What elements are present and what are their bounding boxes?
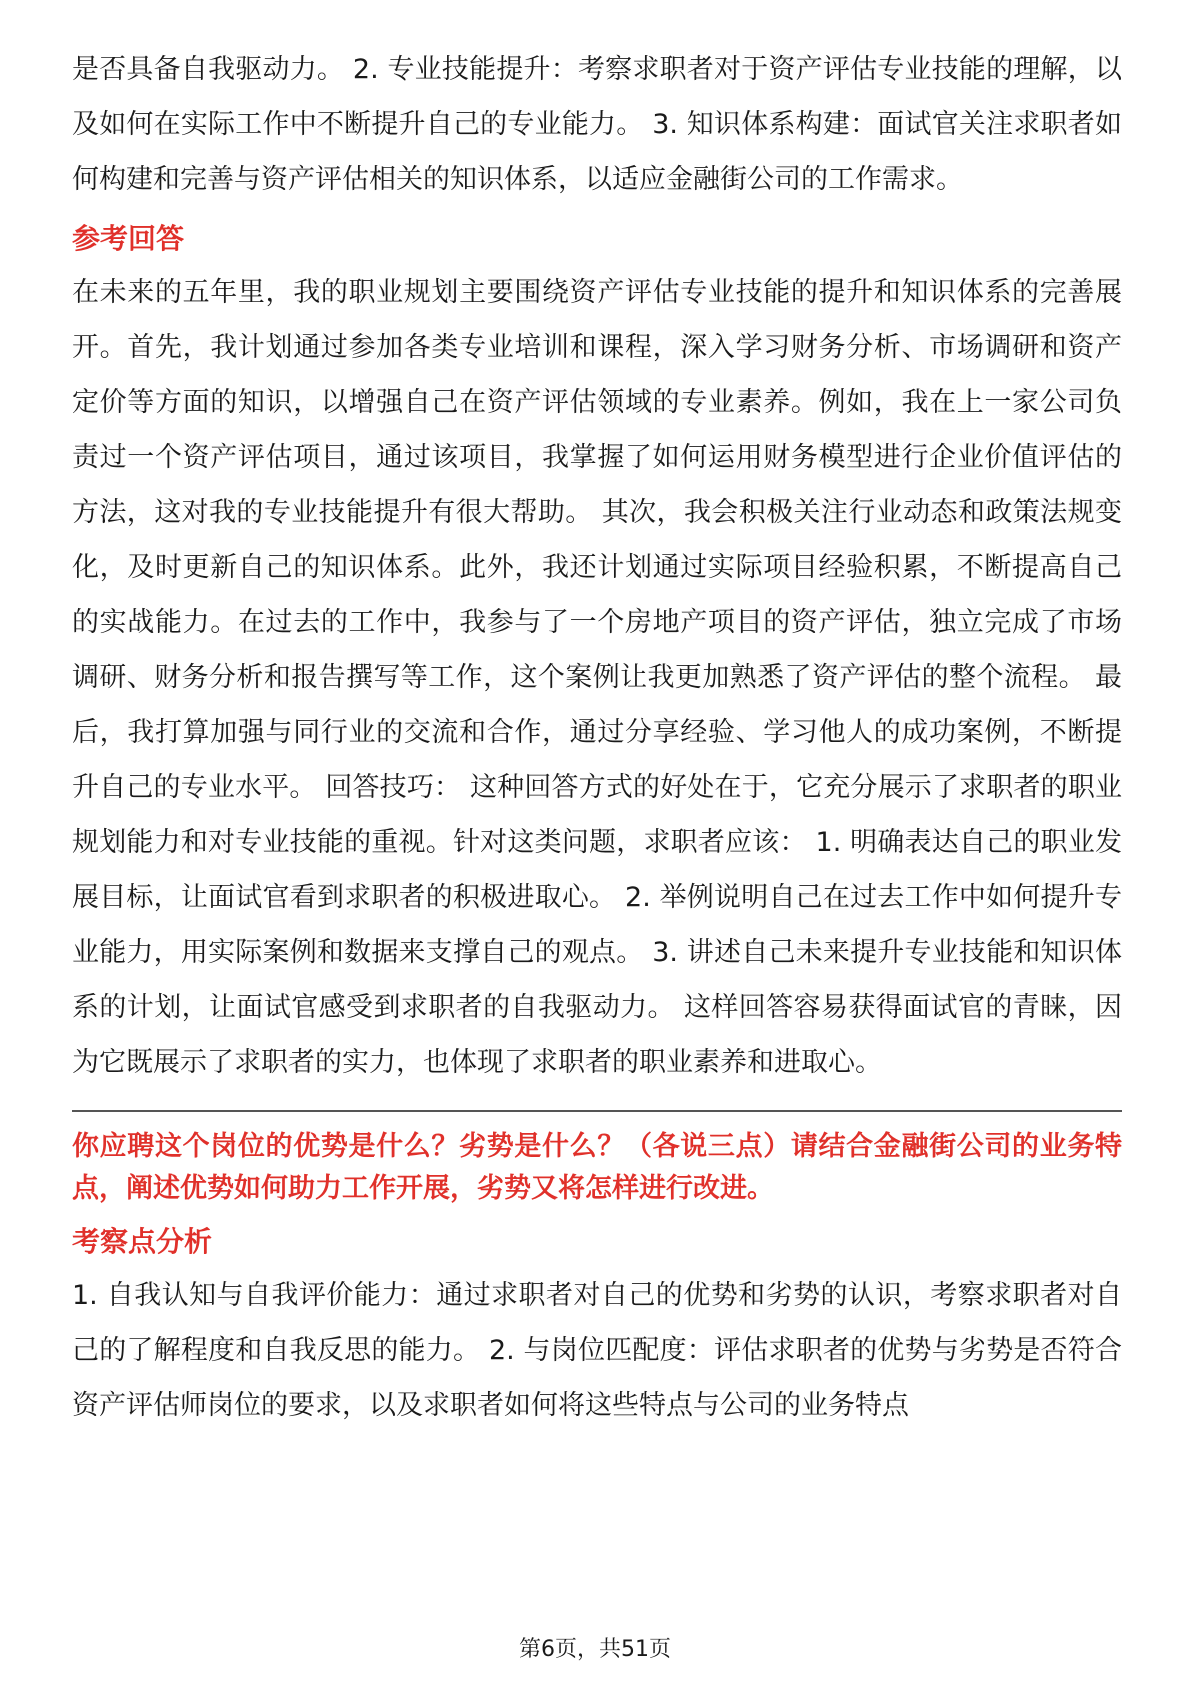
interview-question: 你应聘这个岗位的优势是什么？劣势是什么？（各说三点）请结合金融街公司的业务特点，阐述优势如何助力工作开展，劣势又将怎样进行改进。 [72, 1131, 1122, 1204]
section-divider [72, 1110, 1122, 1112]
analysis-heading: 考察点分析 [72, 1225, 213, 1258]
page-footer: 第6页，共51页 [519, 1637, 671, 1662]
intro-paragraph: 是否具备自我驱动力。 2. 专业技能提升：考察求职者对于资产评估专业技能的理解，以及如何在实际工作中不断提升自己的专业能力。 3. 知识体系构建：面试官关注求职者如何构建和完善与资产评估相关的知识体系，以适应金融街公司的工作需求。 [72, 54, 1122, 195]
reference-answer-heading: 参考回答 [72, 222, 185, 255]
reference-answer-paragraph: 在未来的五年里，我的职业规划主要围绕资产评估专业技能的提升和知识体系的完善展开。首先，我计划通过参加各类专业培训和课程，深入学习财务分析、市场调研和资产定价等方面的知识，以增强自己在资产评估领域的专业素养。例如，我在上一家公司负责过一个资产评估项目，通过该项目，我掌握了如何运用财务模型进行企业价值评估的方法，这对我的专业技能提升有很大帮助。 其次，我会积极关注行业动态和政策法规变化，及时更新自己的知识体系。此外，我还计划通过实际项目经验积累，不断提高自己的实战能力。在过去的工作中，我参与了一个房地产项目的资产评估，独立完成了市场调研、财务分析和报告撰写等工作，这个案例让我更加熟悉了资产评估的整个流程。 最后，我打算加强与同行业的交流和合作，通过分享经验、学习他人的成功案例，不断提升自己的专业水平。 回答技巧： 这种回答方式的好处在于，它充分展示了求职者的职业规划能力和对专业技能的重视。针对这类问题，求职者应该： 1. 明确表达自己的职业发展目标，让面试官看到求职者的积极进取心。 2. 举例说明自己在过去工作中如何提升专业能力，用实际案例和数据来支撑自己的观点。 3. 讲述自己未来提升专业技能和知识体系的计划，让面试官感受到求职者的自我驱动力。 这样回答容易获得面试官的青睐，因为它既展示了求职者的实力，也体现了求职者的职业素养和进取心。 [72, 277, 1122, 1078]
analysis-paragraph: 1. 自我认知与自我评价能力：通过求职者对自己的优势和劣势的认识，考察求职者对自己的了解程度和自我反思的能力。 2. 与岗位匹配度：评估求职者的优势与劣势是否符合资产评估师岗位的要求，以及求职者如何将这些特点与公司的业务特点 [72, 1280, 1122, 1421]
document-page [72, 42, 1122, 1433]
